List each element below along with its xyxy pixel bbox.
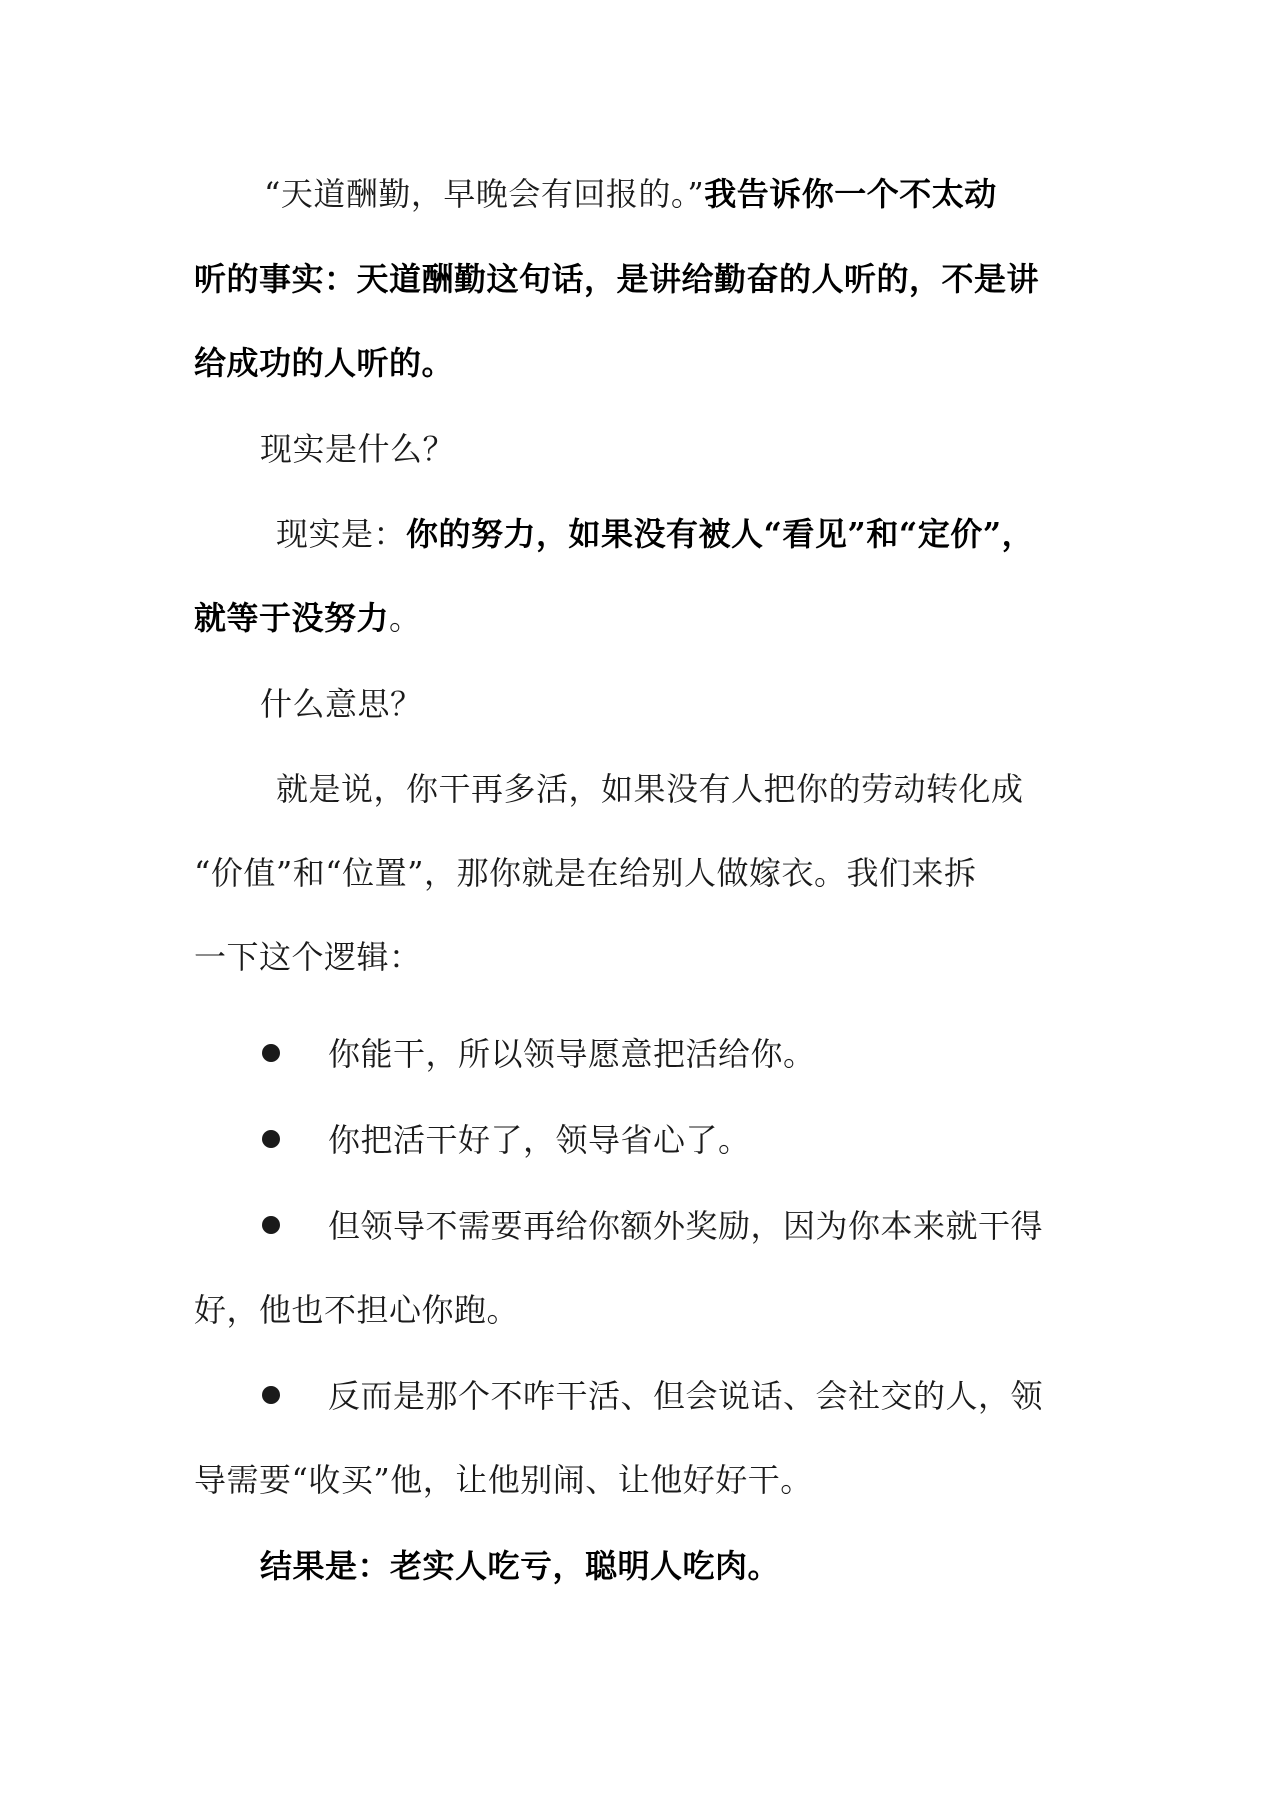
paragraph-1-line-3: 给成功的人听的。 [194,344,455,382]
bullet-item-4-line-2: 导需要“收买”他，让他别闹、让他好好干。 [194,1461,813,1499]
bullet-item-3-line-1: 但领导不需要再给你额外奖励，因为你本来就干得 [328,1207,1044,1245]
paragraph-5-line-2: “价值”和“位置”，那你就是在给别人做嫁衣。我们来拆 [194,854,977,892]
end-punctuation: 。 [389,599,422,637]
paragraph-3-line-2 [194,598,422,638]
emphasis-text: 我告诉你一个不太动 [704,175,997,213]
lead-text: 现实是： [276,515,407,553]
paragraph-2: 现实是什么？ [260,430,456,468]
emphasis-text: 就等于没努力 [194,599,390,637]
conclusion: 结果是：老实人吃亏，聪明人吃肉。 [260,1547,781,1585]
emphasis-text: 你的努力，如果没有被人“看见”和“定价”， [406,515,1035,553]
paragraph-1-line-1 [264,174,997,214]
bullet-item-4-line-1: 反而是那个不咋干活、但会说话、会社交的人，领 [328,1377,1044,1415]
bullet-dot-icon [262,1216,280,1234]
bullet-dot-icon [262,1130,280,1148]
bullet-item-1: 你能干，所以领导愿意把活给你。 [328,1035,816,1073]
bullet-item-2: 你把活干好了，领导省心了。 [328,1121,751,1159]
paragraph-3-line-1 [276,514,1034,554]
bullet-dot-icon [262,1044,280,1062]
bullet-dot-icon [262,1386,280,1404]
paragraph-5-line-3: 一下这个逻辑： [194,938,422,976]
paragraph-5-line-1: 就是说，你干再多活，如果没有人把你的劳动转化成 [276,770,1024,808]
bullet-item-3-line-2: 好，他也不担心你跑。 [194,1291,520,1329]
quote-text: “天道酬勤，早晚会有回报的。” [264,175,705,213]
paragraph-4: 什么意思？ [260,685,423,723]
paragraph-1-line-2: 听的事实：天道酬勤这句话，是讲给勤奋的人听的，不是讲 [194,260,1040,298]
